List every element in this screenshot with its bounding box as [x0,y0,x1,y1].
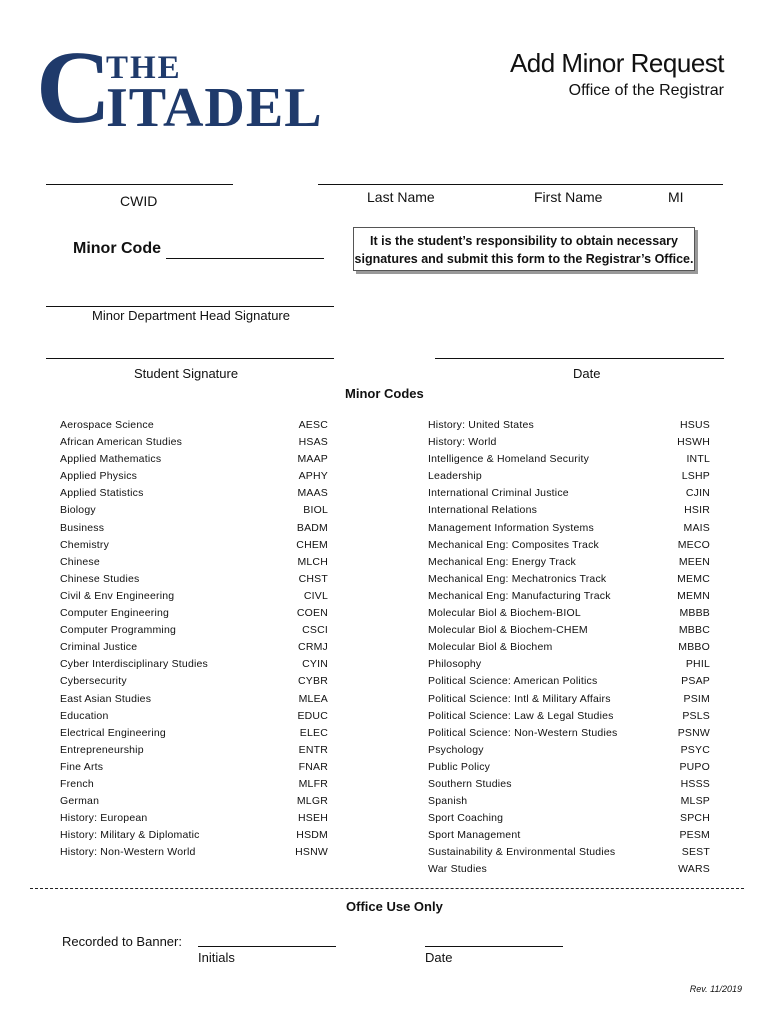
minor-name: Sustainability & Environmental Studies [428,846,616,859]
minor-code: MECO [677,538,710,551]
minor-code: MAAS [297,487,328,500]
minor-code-row [60,727,328,744]
revision-note: Rev. 11/2019 [689,984,742,994]
minor-code: AESC [298,419,328,431]
minor-name: History: Military & Diplomatic [60,829,200,842]
minor-code: MAIS [683,521,710,534]
first-name-label: First Name [534,189,603,205]
minor-code-row [60,436,328,453]
student-signature-label: Student Signature [134,366,239,381]
recorded-to-banner-label: Recorded to Banner: [62,934,182,949]
dept-head-signature-label: Minor Department Head Signature [92,308,290,323]
minor-code: SEST [681,846,710,859]
minor-code-row [428,573,710,590]
minor-code-row [428,863,710,880]
initials-field[interactable] [198,946,336,947]
minor-code-row [428,829,710,846]
minor-code-row [60,419,328,436]
minor-name: History: Non-Western World [60,846,196,859]
minor-code-row [60,641,328,658]
minor-code-row [60,744,328,761]
minor-code-row [428,675,710,692]
minor-code-row [428,727,710,744]
minor-code: HSEH [298,812,328,825]
minor-code: CHEM [296,538,328,551]
minor-code-row [428,470,710,487]
minor-code-row [428,710,710,727]
minor-code-row [428,624,710,641]
minor-codes-left-list [60,419,328,863]
minor-code: MBBB [679,607,710,620]
minor-name: Public Policy [428,760,491,773]
minor-name: African American Studies [60,436,183,449]
minor-code: HSNW [295,846,328,859]
minor-name: Mechanical Eng: Composites Track [428,538,599,551]
minor-name: Cyber Interdisciplinary Studies [60,658,209,671]
page-title: Add Minor Request [509,48,724,78]
minor-code: PESM [679,829,710,842]
minor-name: Sport Coaching [428,812,504,825]
minor-code-row [60,504,328,521]
minor-code: CHST [298,572,328,585]
minor-code-row [428,556,710,573]
minor-code: MLSP [680,795,710,808]
signature-date-label: Date [573,366,601,381]
minor-code-row [60,812,328,829]
minor-code: PHIL [685,658,710,671]
minor-code-row [60,829,328,846]
minor-code-row [428,539,710,556]
minor-code: MEMC [677,572,710,585]
minor-code-row [428,658,710,675]
minor-code: CYIN [302,658,328,671]
minor-code-row [60,658,328,675]
minor-name: Intelligence & Homeland Security [428,453,590,466]
notice-line-1: It is the student’s responsibility to obtain necessary [370,234,678,248]
minor-code-row [428,778,710,795]
cwid-field[interactable] [46,184,233,185]
minor-name: Biology [60,504,96,517]
minor-name: Chemistry [60,538,110,551]
minor-code-row [60,846,328,863]
page-subtitle: Office of the Registrar [568,82,724,99]
minor-code: PSIM [683,692,710,705]
minor-name: Education [60,709,109,722]
minor-name: History: European [60,812,148,825]
minor-code: HSDM [296,829,328,842]
minor-code-row [60,470,328,487]
minor-code-row [428,522,710,539]
minor-code-row [428,812,710,829]
minor-code: INTL [686,453,710,466]
minor-code-row [60,607,328,624]
minor-name: Electrical Engineering [60,726,166,739]
minor-name: Molecular Biol & Biochem [428,641,553,654]
minor-name: Psychology [428,743,484,756]
minor-code-row [60,761,328,778]
minor-name: History: United States [428,419,534,431]
minor-name: Spanish [428,795,468,808]
notice-line-2: signatures and submit this form to the Registrar’s Office. [354,252,694,266]
minor-code-row [428,744,710,761]
minor-code: EDUC [297,709,328,722]
name-field[interactable] [318,184,723,185]
minor-code-row [60,522,328,539]
minor-name: Civil & Env Engineering [60,589,175,602]
minor-name: Leadership [428,470,482,483]
minor-code: MAAP [297,453,328,466]
minor-code-row [60,778,328,795]
minor-code-row [428,846,710,863]
minor-name: Political Science: Non-Western Studies [428,726,618,739]
minor-code-row [428,607,710,624]
minor-name: Chinese [60,555,100,568]
minor-code: MLGR [296,795,328,808]
minor-name: War Studies [428,863,487,876]
minor-code-row [60,487,328,504]
minor-code: FNAR [298,760,328,773]
minor-code-row [428,693,710,710]
minor-name: Applied Mathematics [60,453,162,466]
minor-code: CJIN [685,487,710,500]
minor-name: Fine Arts [60,760,104,773]
minor-code-row [428,641,710,658]
minor-name: Philosophy [428,658,482,671]
minor-name: Business [60,521,105,534]
minor-name: Political Science: American Politics [428,675,598,688]
minor-code: APHY [298,470,328,483]
minor-code: PSLS [682,709,710,722]
minor-code-label: Minor Code [73,240,161,257]
minor-name: Political Science: Intl & Military Affairs [428,692,611,705]
minor-code-row [60,795,328,812]
minor-code: CIVL [303,589,328,602]
initials-label: Initials [198,950,235,965]
minor-code-row [60,556,328,573]
minor-code: BIOL [303,504,328,517]
minor-name: Computer Programming [60,624,177,637]
minor-name: Management Information Systems [428,521,594,534]
minor-code: ENTR [298,743,328,756]
minor-name: History: World [428,436,497,449]
minor-code-field[interactable] [166,258,324,259]
minor-name: Southern Studies [428,777,512,790]
minor-name: Applied Statistics [60,487,144,500]
minor-code: HSSS [680,777,710,790]
minor-code: MBBO [678,641,710,654]
citadel-logo: C THE ITADEL [36,30,323,145]
minor-code: MEEN [678,555,710,568]
minor-code: HSUS [680,419,710,431]
minor-code-row [428,761,710,778]
minor-name: Mechanical Eng: Manufacturing Track [428,589,611,602]
office-date-label: Date [425,950,453,965]
minor-name: Chinese Studies [60,572,140,585]
minor-code: PSNW [677,726,710,739]
minor-name: French [60,777,94,790]
minor-code: PSAP [681,675,710,688]
minor-code-row [428,504,710,521]
minor-code: PSYC [680,743,710,756]
minor-code-row [60,590,328,607]
mi-label: MI [668,189,684,205]
cut-divider [30,888,744,889]
minor-name: Computer Engineering [60,607,170,620]
minor-code: HSWH [677,436,710,449]
minor-code: BADM [296,521,328,534]
minor-code-row [60,624,328,641]
minor-name: Mechanical Eng: Mechatronics Track [428,572,607,585]
minor-name: Aerospace Science [60,419,154,431]
minor-code-row [60,453,328,470]
minor-code-row [60,573,328,590]
minor-code-row [60,539,328,556]
minor-code: MLCH [297,555,328,568]
student-signature-field[interactable] [46,358,334,359]
minor-code: MEMN [677,589,710,602]
minor-name: Applied Physics [60,470,138,483]
responsibility-notice [353,227,695,271]
minor-code-row [60,710,328,727]
minor-name: Political Science: Law & Legal Studies [428,709,614,722]
minor-name: Sport Management [428,829,521,842]
minor-code-row [428,590,710,607]
minor-code: WARS [678,863,710,876]
office-date-field[interactable] [425,946,563,947]
minor-code: CSCI [302,624,328,637]
minor-code: ELEC [299,726,328,739]
minor-name: Criminal Justice [60,641,138,654]
dept-head-signature-field[interactable] [46,306,334,307]
minor-name: Mechanical Eng: Energy Track [428,555,577,568]
minor-name: Cybersecurity [60,675,127,688]
minor-code: CYBR [298,675,328,688]
minor-code: MLEA [298,692,328,705]
minor-code-row [428,795,710,812]
signature-date-field[interactable] [435,358,724,359]
minor-code: MBBC [678,624,710,637]
minor-code: LSHP [681,470,710,483]
minor-code: MLFR [298,777,328,790]
minor-code: COEN [296,607,328,620]
minor-name: German [60,795,100,808]
minor-code-row [60,675,328,692]
minor-code-row [60,693,328,710]
minor-name: International Criminal Justice [428,487,569,500]
minor-code: PUPO [679,760,710,773]
minor-code-row [428,453,710,470]
minor-codes-right-list [428,419,710,881]
minor-name: Molecular Biol & Biochem-CHEM [428,624,588,637]
minor-code: HSAS [298,436,328,449]
minor-codes-title: Minor Codes [345,386,424,401]
minor-code: CRMJ [298,641,328,654]
minor-name: Entrepreneurship [60,743,144,756]
minor-name: East Asian Studies [60,692,152,705]
minor-code-row [428,419,710,436]
office-use-title: Office Use Only [346,899,443,914]
last-name-label: Last Name [367,189,435,205]
minor-code-row [428,436,710,453]
minor-name: Molecular Biol & Biochem-BIOL [428,607,581,620]
minor-code: SPCH [680,812,710,825]
minor-code-row [428,487,710,504]
minor-name: International Relations [428,504,538,517]
cwid-label: CWID [120,193,158,209]
minor-code: HSIR [684,504,710,517]
